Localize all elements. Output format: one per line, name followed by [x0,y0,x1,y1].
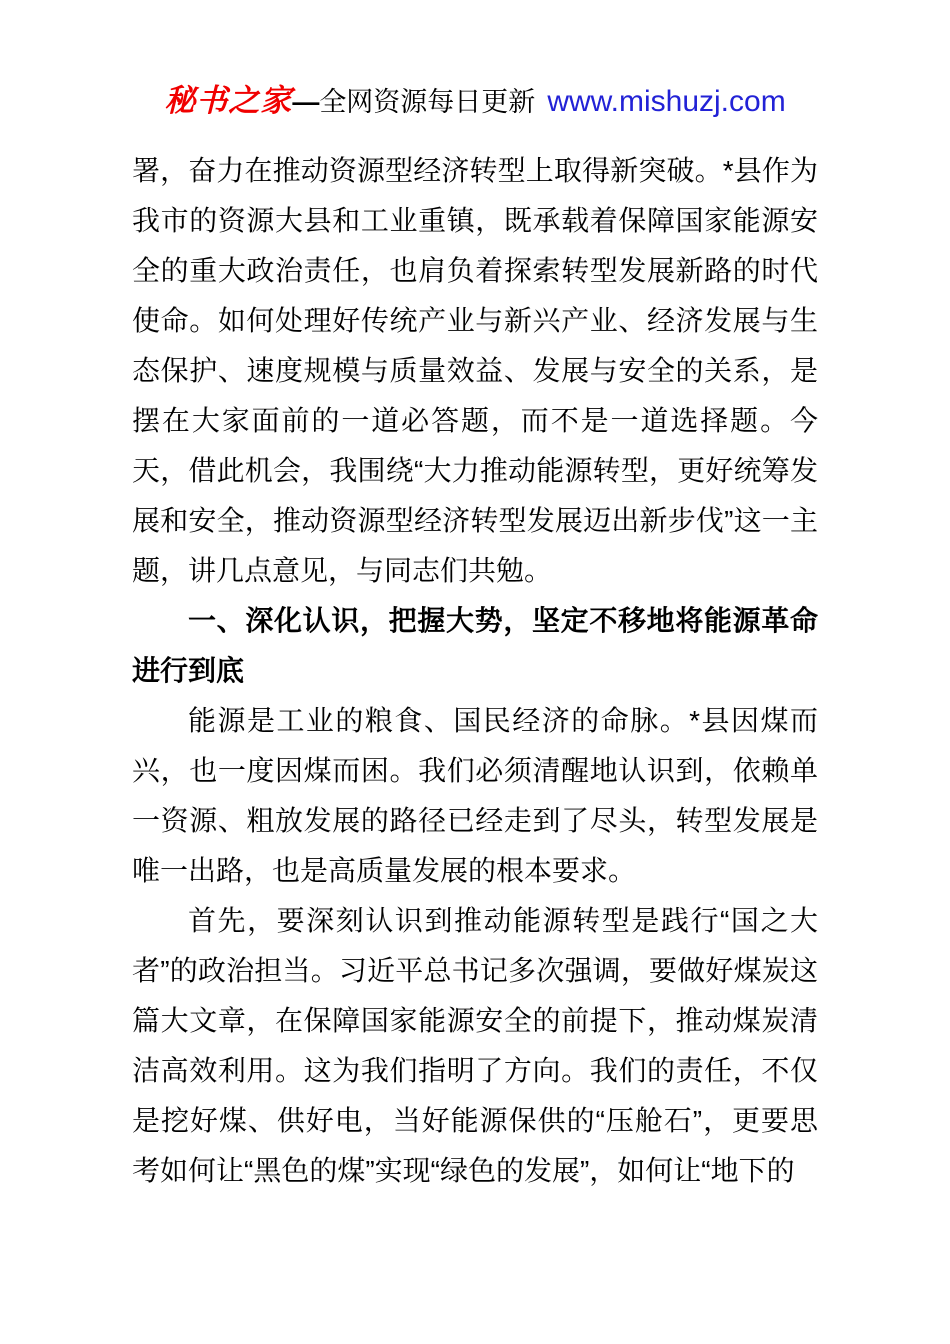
header-tagline: 全网资源每日更新 [319,87,536,117]
paragraph-continuation: 署，奋力在推动资源型经济转型上取得新突破。*县作为我市的资源大县和工业重镇，既承载着保障国家能源安全的重大政治责任，也肩负着探索转型发展新路的时代使命。如何处理好传统产业与新兴产业、经济发展与生态保护、速度规模与质量效益、发展与安全的关系，是摆在大家面前的一道必答题，而不是一道选择题。今天，借此机会，我围绕“大力推动能源转型，更好统筹发展和安全，推动资源型经济转型发展迈出新步伐”这一主题，讲几点意见，与同志们共勉。 [132,155,818,586]
site-brand: 秘书之家 [164,83,293,118]
paragraph-first-point: 首先，要深刻认识到推动能源转型是践行“国之大者”的政治担当。习近平总书记多次强调，要做好煤炭这篇大文章，在保障国家能源安全的前提下，推动煤炭清洁高效利用。这为我们指明了方向。我们的责任，不仅是挖好煤、供好电，当好能源保供的“压舱石”，更要思考如何让“黑色的煤”实现“绿色的发展”，如何让“地下的 [132,905,818,1186]
paragraph-energy-lifeline: 能源是工业的粮食、国民经济的命脉。*县因煤而兴，也一度因煤而困。我们必须清醒地认识到，依赖单一资源、粗放发展的路径已经走到了尽头，转型发展是唯一出路，也是高质量发展的根本要求。 [132,705,818,886]
section-heading: 一、深化认识，把握大势，坚定不移地将能源革命进行到底 [132,605,818,686]
site-header [0,0,950,126]
document-body [132,146,818,1196]
site-url-link[interactable]: www.mishuzj.com [547,85,786,118]
header-dash: — [292,87,320,117]
